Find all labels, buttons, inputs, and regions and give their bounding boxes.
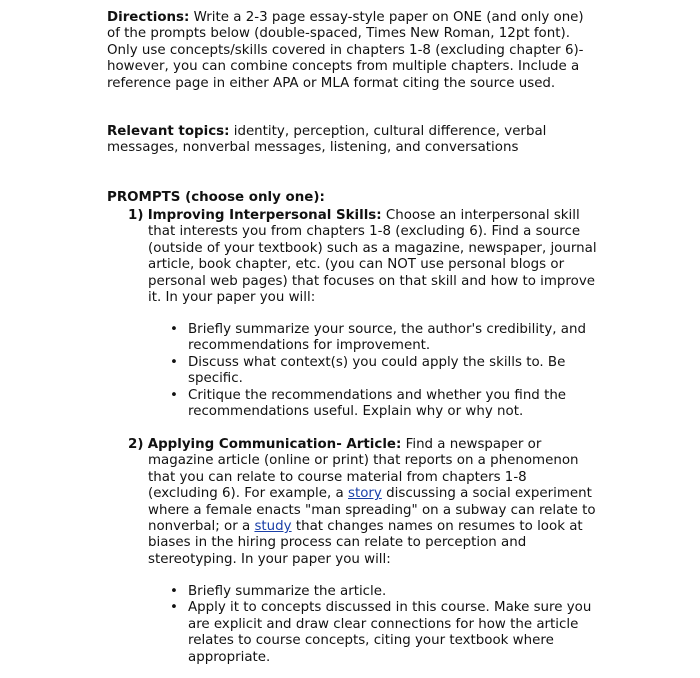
prompt-1-number: 1) xyxy=(128,208,144,223)
prompt-2-text-b: discussing a social experiment where a female enacts "man spreading" on a subway can relate to nonverbal; or a xyxy=(148,486,596,535)
list-item-text: Apply it to concepts discussed in this course. Make sure you are explicit and draw clear connections for how the article relates to course concepts, citing your textbook where appropriate. xyxy=(188,600,592,665)
prompt-2-text-c: that changes names on resumes to look at biases in the hiring process can relate to perception and stereotyping. In your paper you will: xyxy=(148,519,583,567)
list-item xyxy=(168,584,598,600)
prompt-1-body xyxy=(128,208,598,306)
directions-paragraph xyxy=(107,10,597,92)
study-link[interactable]: study xyxy=(254,519,292,535)
prompt-1 xyxy=(128,208,598,306)
bullet-icon: • xyxy=(170,387,178,403)
prompt-2-text-a: Find a newspaper or magazine article (online or print) that reports on a phenomenon that you can relate to course material from chapters 1-8 (excluding 6). For example, a xyxy=(148,437,579,502)
bullet-icon: • xyxy=(170,600,178,616)
bullet-icon: • xyxy=(170,354,178,370)
directions-label: Directions: xyxy=(107,10,190,25)
bullet-icon: • xyxy=(170,322,178,337)
relevant-topics-paragraph xyxy=(107,124,597,157)
list-item xyxy=(168,388,598,421)
prompts-heading: PROMPTS (choose only one): xyxy=(107,190,325,205)
list-item xyxy=(168,355,598,388)
list-item-text: Critique the recommendations and whether you find the recommendations useful. Explain why or why not. xyxy=(188,387,567,420)
prompt-2-title: Applying Communication- Article: xyxy=(147,437,402,452)
list-item-text: Briefly summarize your source, the author's credibility, and recommendations for improvement. xyxy=(188,322,586,354)
prompt-1-title: Improving Interpersonal Skills: xyxy=(147,208,382,223)
story-link[interactable]: story xyxy=(348,486,382,502)
relevant-topics-text: identity, perception, cultural difference, verbal messages, nonverbal messages, listening, and conversations xyxy=(107,124,547,156)
list-item-text: Briefly summarize the article. xyxy=(188,584,387,599)
prompt-2-body xyxy=(128,437,598,568)
prompt-2-number: 2) xyxy=(128,437,144,452)
list-item-text: Discuss what context(s) you could apply the skills to. Be specific. xyxy=(188,354,566,387)
relevant-topics-label: Relevant topics: xyxy=(107,124,230,139)
prompt-2-bullet-list xyxy=(168,584,598,666)
list-item xyxy=(168,600,598,666)
directions-text: Write a 2-3 page essay-style paper on ONE (and only one) of the prompts below (double-spaced, Times New Roman, 12pt font). Only use concepts/skills covered in chapters 1-8 (excluding chapter 6)- however, you can combine concepts from multiple chapters. Include a reference page in either APA or MLA format citing the source used. xyxy=(107,10,584,91)
bullet-icon: • xyxy=(170,584,178,599)
list-item xyxy=(168,322,598,355)
prompt-2 xyxy=(128,437,598,568)
prompt-1-text: Choose an interpersonal skill that interests you from chapters 1-8 (excluding 6). Find a source (outside of your textbook) such as a magazine, newspaper, journal article, book chapter, etc. (you can NOT use personal blogs or personal web pages) that focuses on that skill and how to improve it. In your paper you will: xyxy=(148,208,597,306)
prompt-1-bullet-list xyxy=(168,322,598,420)
